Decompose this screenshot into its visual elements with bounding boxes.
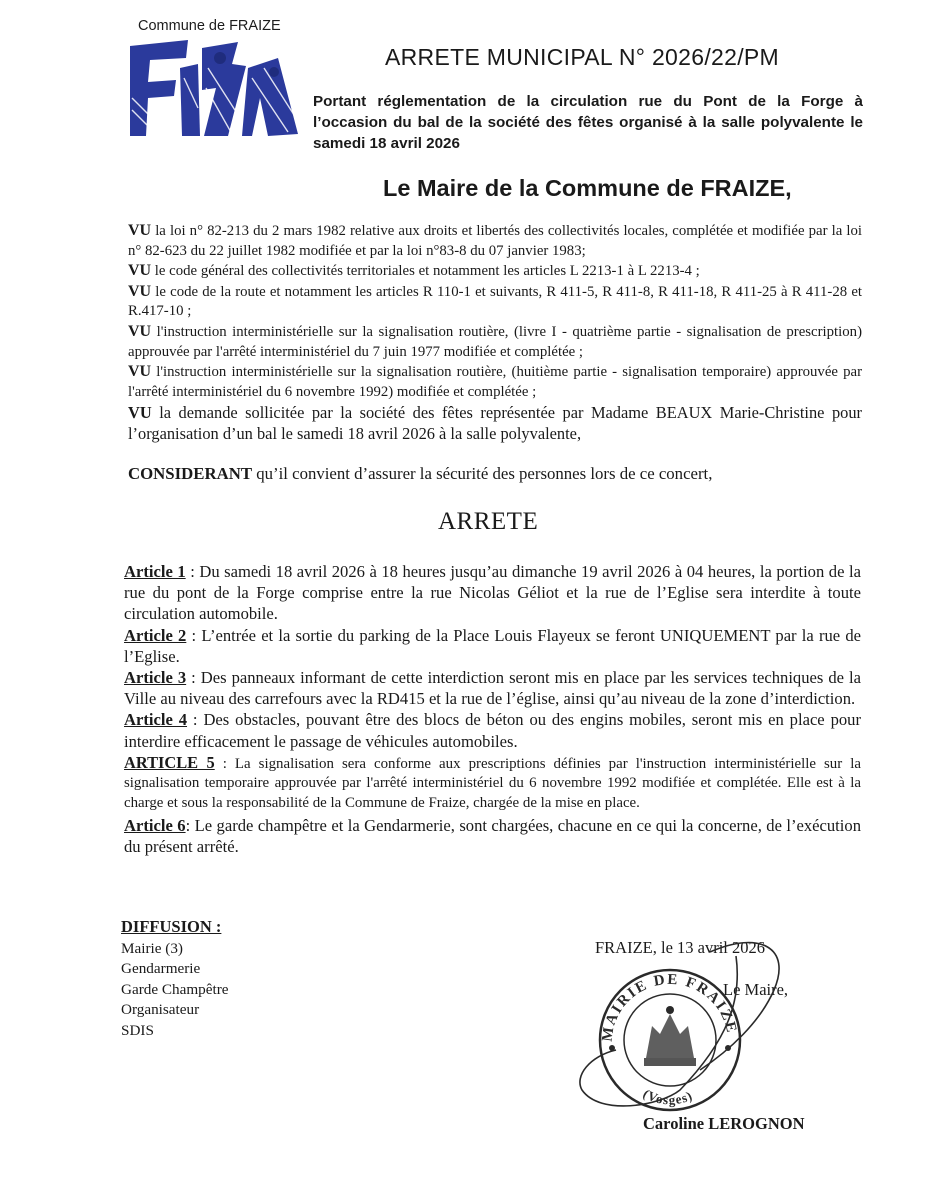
svg-text:(Vosges): (Vosges) xyxy=(640,1085,696,1108)
article-item: Article 3 : Des panneaux informant de cette interdiction seront mis en place par les services techniques de la Ville au niveau des carrefours avec la RD415 et la rue de l’église, ainsi qu’au niveau de la zone d’interdiction. xyxy=(124,668,861,709)
diffusion-item: Mairie (3) xyxy=(121,940,183,957)
commune-logo-icon xyxy=(128,38,300,138)
visas-section xyxy=(128,221,862,444)
official-stamp-icon xyxy=(560,930,820,1120)
visa-item: VU la demande sollicitée par la société des fêtes représentée par Madame BEAUX Marie-Christine pour l’organisation d’un bal le samedi 18 avril 2026 à la salle polyvalente, xyxy=(128,403,862,444)
diffusion-item: Garde Champêtre xyxy=(121,980,229,998)
signatory-name: Caroline LEROGNON xyxy=(643,1114,805,1133)
svg-text:MAIRIE DE FRAIZE: MAIRIE DE FRAIZE xyxy=(599,971,740,1043)
decree-title: ARRETE MUNICIPAL N° 2026/22/PM xyxy=(385,44,779,70)
visa-item: VU la loi n° 82-213 du 2 mars 1982 relative aux droits et libertés des collectivités locales, complétée et modifiée par la loi n° 82-623 du 22 juillet 1982 modifiée et par la loi n°83-8 du 07 janvier 1983; xyxy=(128,222,862,259)
diffusion-item: SDIS xyxy=(121,1021,154,1039)
maire-heading: Le Maire de la Commune de FRAIZE, xyxy=(383,175,792,201)
article-item: Article 1 : Du samedi 18 avril 2026 à 18 heures jusqu’au dimanche 19 avril 2026 à 04 heures, la portion de la rue du pont de la Forge comprise entre la rue Nicolas Géliot et la rue de l’Eglise sera interdite à toute circulation automobile. xyxy=(124,562,861,624)
visa-item: VU l'instruction interministérielle sur la signalisation routière, (huitième partie - signalisation temporaire) approuvée par l'arrêté interministériel du 6 novembre 1992) modifiée et complétée ; xyxy=(128,363,862,400)
articles-section xyxy=(124,561,861,857)
signatory-role: Le Maire, xyxy=(723,980,789,999)
commune-logo-label: Commune de FRAIZE xyxy=(138,18,281,34)
article-item: Article 6: Le garde champêtre et la Gendarmerie, sont chargées, chacune en ce qui la concerne, de l’exécution du présent arrêté. xyxy=(124,815,861,856)
article-item: Article 4 : Des obstacles, pouvant être des blocs de béton ou des engins mobiles, seront mis en place pour interdire efficacement le passage de véhicules automobiles. xyxy=(124,710,861,751)
arrete-heading: ARRETE xyxy=(438,508,539,535)
place-date: FRAIZE, le 13 avril 2026 xyxy=(595,938,766,957)
article-item: ARTICLE 5 : La signalisation sera conforme aux prescriptions définies par l'instruction interministérielle sur la signalisation temporaire approuvée par l'arrêté interministériel du 6 novembre 1992 modifiée et complétée. Elle est à la charge et sous la responsabilité de la Commune de Fraize, chargée de la mise en place. xyxy=(124,752,861,812)
diffusion-list xyxy=(121,939,229,1041)
visa-item: VU le code général des collectivités territoriales et notamment les articles L 2213-1 à L 2213-4 ; xyxy=(128,262,700,280)
decree-subtitle: Portant réglementation de la circulation rue du Pont de la Forge à l’occasion du bal de la société des fêtes organisé à la salle polyvalente le samedi 18 avril 2026 xyxy=(313,93,863,152)
diffusion-title: DIFFUSION : xyxy=(121,917,222,936)
visa-item: VU le code de la route et notamment les articles R 110-1 et suivants, R 411-5, R 411-8, R 411-18, R 411-25 à R 411-28 et R.417-10 ; xyxy=(128,282,862,320)
diffusion-item: Organisateur xyxy=(121,1001,200,1019)
visa-item: VU l'instruction interministérielle sur la signalisation routière, (livre I - quatrième partie - signalisation de prescription) approuvée par l'arrêté interministériel du 7 juin 1977 modifiée et complétée ; xyxy=(128,322,862,360)
diffusion-item: Gendarmerie xyxy=(121,960,201,978)
considerant-line: CONSIDERANT qu’il convient d’assurer la sécurité des personnes lors de ce concert, xyxy=(128,464,713,483)
article-item: Article 2 : L’entrée et la sortie du parking de la Place Louis Flayeux se feront UNIQUEMENT par la rue de l’Eglise. xyxy=(124,625,861,666)
